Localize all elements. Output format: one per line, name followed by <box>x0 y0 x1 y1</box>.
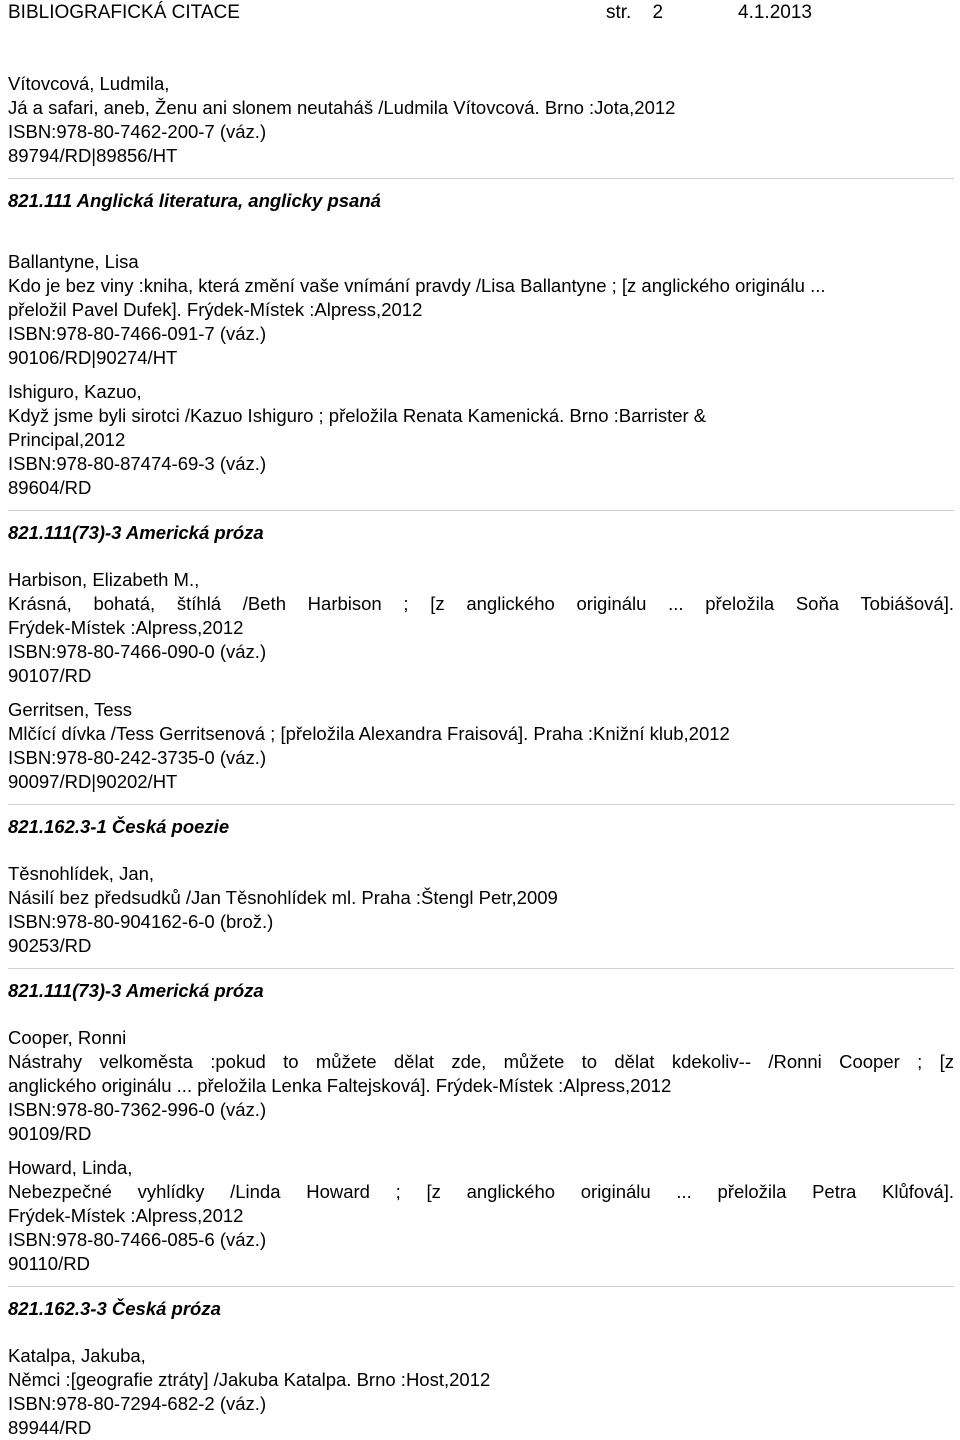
citation-isbn: ISBN:978-80-904162-6-0 (brož.) <box>8 911 274 932</box>
citation-title: Krásná, bohatá, štíhlá /Beth Harbison ; [z anglického originálu ... přeložila Soňa Tobiášová]. <box>8 593 954 614</box>
citation-entry <box>8 698 954 794</box>
page-number <box>606 0 663 26</box>
citation-title: Já a safari, aneb, Ženu ani slonem neutaháš /Ludmila Vítovcová. Brno :Jota,2012 <box>8 97 676 118</box>
citation-entry <box>8 568 954 688</box>
citation-author: Cooper, Ronni <box>8 1027 127 1048</box>
section-divider <box>8 178 954 179</box>
section-heading: 821.111(73)-3 Americká próza <box>8 522 264 543</box>
section-divider <box>8 510 954 511</box>
citation-title: Němci :[geografie ztráty] /Jakuba Katalpa. Brno :Host,2012 <box>8 1369 491 1390</box>
citation-title: Když jsme byli sirotci /Kazuo Ishiguro ; přeložila Renata Kamenická. Brno :Barrister & <box>8 405 707 426</box>
citation-title: Nástrahy velkoměsta :pokud to můžete dělat zde, můžete to dělat kdekoliv-- /Ronni Cooper ; [z <box>8 1051 954 1072</box>
citation-signature: 90097/RD|90202/HT <box>8 771 178 792</box>
citation-entry <box>8 1344 954 1440</box>
section-heading: 821.162.3-1 Česká poezie <box>8 816 230 837</box>
citation-title: Násilí bez předsudků /Jan Těsnohlídek ml. Praha :Štengl Petr,2009 <box>8 887 558 908</box>
citation-isbn: ISBN:978-80-87474-69-3 (váz.) <box>8 453 267 474</box>
citation-signature: 89604/RD <box>8 477 92 498</box>
citation-title-continued: přeložil Pavel Dufek]. Frýdek-Místek :Alpress,2012 <box>8 299 423 320</box>
citation-signature: 90107/RD <box>8 665 92 686</box>
citation-author: Ballantyne, Lisa <box>8 251 139 272</box>
citation-title: Kdo je bez viny :kniha, která změní vaše vnímání pravdy /Lisa Ballantyne ; [z anglického originálu ... <box>8 275 826 296</box>
section-heading: 821.111 Anglická literatura, anglicky psaná <box>8 190 381 211</box>
section-heading: 821.162.3-3 Česká próza <box>8 1298 221 1319</box>
citation-signature: 90109/RD <box>8 1123 92 1144</box>
section-divider <box>8 1286 954 1287</box>
citation-title: Mlčící dívka /Tess Gerritsenová ; [přeložila Alexandra Fraisová]. Praha :Knižní klub,2012 <box>8 723 730 744</box>
citation-entry <box>8 1026 954 1146</box>
citation-entry <box>8 72 954 168</box>
citation-title: Nebezpečné vyhlídky /Linda Howard ; [z anglického originálu ... přeložila Petra Klůfová]. <box>8 1181 954 1202</box>
section-heading: 821.111(73)-3 Americká próza <box>8 980 264 1001</box>
citation-entry <box>8 250 954 370</box>
document-date: 4.1.2013 <box>738 2 812 23</box>
citation-author: Harbison, Elizabeth M., <box>8 569 200 590</box>
citation-entry <box>8 862 954 958</box>
citation-title-continued: Frýdek-Místek :Alpress,2012 <box>8 1205 244 1226</box>
citation-author: Těsnohlídek, Jan, <box>8 863 155 884</box>
citation-author: Gerritsen, Tess <box>8 699 133 720</box>
section-divider <box>8 804 954 805</box>
document-title: BIBLIOGRAFICKÁ CITACE <box>8 2 240 23</box>
citation-list <box>8 72 954 1440</box>
citation-isbn: ISBN:978-80-7466-091-7 (váz.) <box>8 323 267 344</box>
citation-signature: 90106/RD|90274/HT <box>8 347 178 368</box>
citation-signature: 90253/RD <box>8 935 92 956</box>
citation-signature: 89794/RD|89856/HT <box>8 145 178 166</box>
page-label: str. <box>606 2 632 23</box>
citation-title-continued: anglického originálu ... přeložila Lenka Faltejsková]. Frýdek-Místek :Alpress,2012 <box>8 1075 672 1096</box>
citation-isbn: ISBN:978-80-7362-996-0 (váz.) <box>8 1099 267 1120</box>
citation-author: Katalpa, Jakuba, <box>8 1345 146 1366</box>
citation-author: Vítovcová, Ludmila, <box>8 73 170 94</box>
citation-isbn: ISBN:978-80-7466-085-6 (váz.) <box>8 1229 267 1250</box>
citation-signature: 90110/RD <box>8 1253 90 1274</box>
citation-title-continued: Principal,2012 <box>8 429 126 450</box>
citation-isbn: ISBN:978-80-242-3735-0 (váz.) <box>8 747 267 768</box>
citation-isbn: ISBN:978-80-7466-090-0 (váz.) <box>8 641 267 662</box>
citation-signature: 89944/RD <box>8 1417 92 1438</box>
citation-isbn: ISBN:978-80-7462-200-7 (váz.) <box>8 121 267 142</box>
citation-author: Howard, Linda, <box>8 1157 133 1178</box>
citation-title-continued: Frýdek-Místek :Alpress,2012 <box>8 617 244 638</box>
section-divider <box>8 968 954 969</box>
page-header <box>8 0 954 26</box>
citation-isbn: ISBN:978-80-7294-682-2 (váz.) <box>8 1393 267 1414</box>
citation-entry <box>8 1156 954 1276</box>
citation-entry <box>8 380 954 500</box>
citation-author: Ishiguro, Kazuo, <box>8 381 142 402</box>
page-number-value: 2 <box>652 2 664 23</box>
